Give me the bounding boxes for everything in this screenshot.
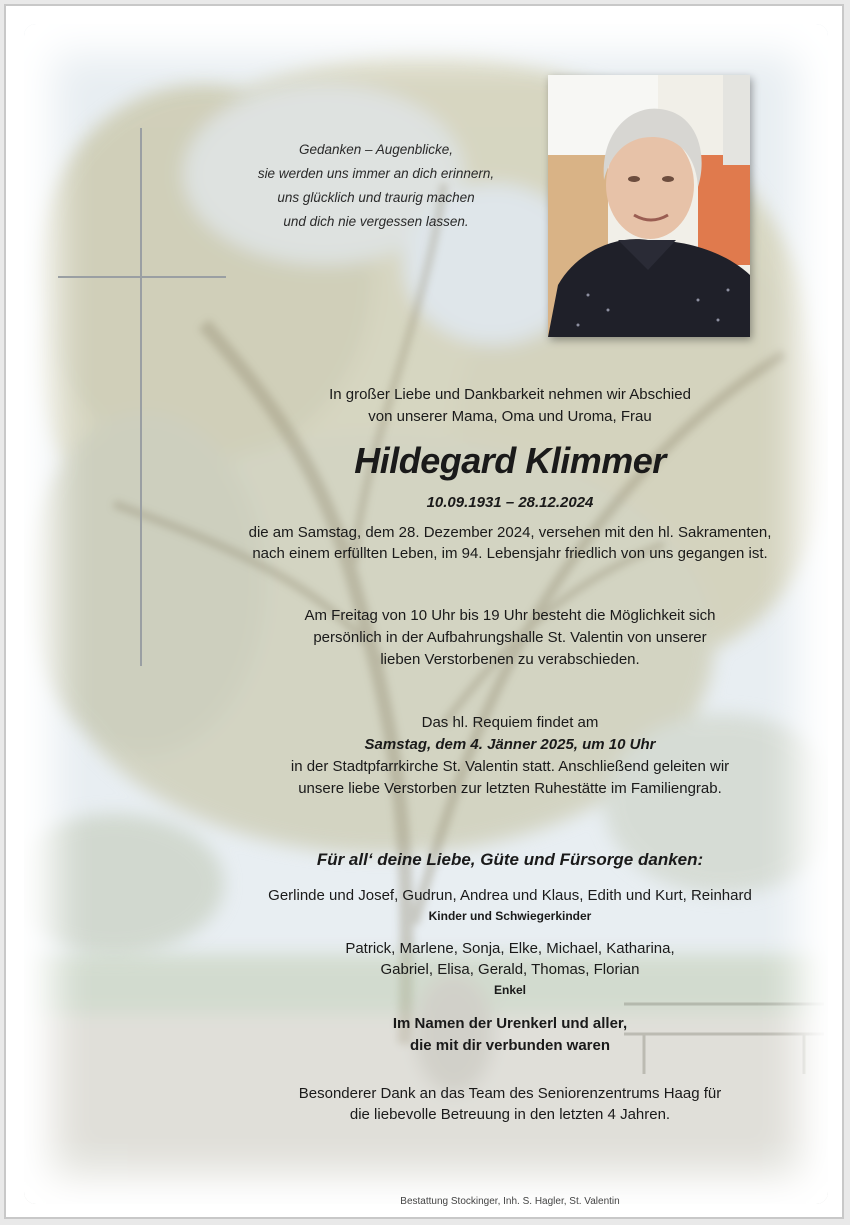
great-grandchildren-block <box>215 1013 805 1057</box>
grandchildren-block <box>215 938 805 1001</box>
grandchildren-label: Enkel <box>493 983 526 997</box>
requiem-line: in der Stadtpfarrkirche St. Valentin statt. Anschließend geleiten wir <box>290 758 730 775</box>
great-grandchildren-line: die mit dir verbunden waren <box>409 1037 611 1054</box>
death-notice-line: nach einem erfüllten Leben, im 94. Lebensjahr friedlich von uns gegangen ist. <box>252 545 768 562</box>
cross-vertical-bar <box>140 128 142 666</box>
funeral-home-footer: Bestattung Stockinger, Inh. S. Hagler, St. Valentin <box>400 1196 620 1207</box>
viewing-line: persönlich in der Aufbahrungshalle St. Valentin von unserer <box>313 629 707 646</box>
life-dates: 10.09.1931 – 28.12.2024 <box>426 494 594 511</box>
poem-line: uns glücklich und traurig machen <box>277 190 475 205</box>
deceased-name: Hildegard Klimmer <box>354 440 666 481</box>
viewing-line: lieben Verstorbenen zu verabschieden. <box>380 651 640 668</box>
death-notice-line: die am Samstag, dem 28. Dezember 2024, versehen mit den hl. Sakramenten, <box>248 524 772 541</box>
poem-line: und dich nie vergessen lassen. <box>283 214 469 229</box>
death-notice <box>215 522 805 564</box>
children-label: Kinder und Schwiegerkinder <box>428 909 592 923</box>
poem <box>226 138 526 234</box>
requiem-date: Samstag, dem 4. Jänner 2025, um 10 Uhr <box>364 736 656 753</box>
intro-text <box>215 384 805 428</box>
requiem-info <box>215 712 805 800</box>
children-names: Gerlinde und Josef, Gudrun, Andrea und Klaus, Edith und Kurt, Reinhard <box>268 887 752 904</box>
intro-line: In großer Liebe und Dankbarkeit nehmen wir Abschied <box>329 386 691 403</box>
special-thanks-line: die liebevolle Betreuung in den letzten 4 Jahren. <box>349 1106 671 1123</box>
intro-line: von unserer Mama, Oma und Uroma, Frau <box>368 408 652 425</box>
poem-line: Gedanken – Augenblicke, <box>298 142 454 157</box>
portrait-photo <box>548 75 750 337</box>
grandchildren-names: Gabriel, Elisa, Gerald, Thomas, Florian <box>380 961 640 978</box>
requiem-intro: Das hl. Requiem findet am <box>421 714 599 731</box>
special-thanks-line: Besonderer Dank an das Team des Seniorenzentrums Haag für <box>298 1085 722 1102</box>
special-thanks <box>215 1083 805 1125</box>
viewing-info <box>215 605 805 671</box>
great-grandchildren-line: Im Namen der Urenkerl und aller, <box>392 1015 628 1032</box>
grandchildren-names: Patrick, Marlene, Sonja, Elke, Michael, Katharina, <box>345 940 675 957</box>
requiem-line: unsere liebe Verstorben zur letzten Ruhestätte im Familiengrab. <box>298 780 722 797</box>
poem-line: sie werden uns immer an dich erinnern, <box>257 166 495 181</box>
cross-horizontal-bar <box>58 276 226 278</box>
thanks-heading: Für all‘ deine Liebe, Güte und Fürsorge danken: <box>316 850 704 869</box>
viewing-line: Am Freitag von 10 Uhr bis 19 Uhr besteht die Möglichkeit sich <box>304 607 716 624</box>
children-block <box>215 885 805 927</box>
